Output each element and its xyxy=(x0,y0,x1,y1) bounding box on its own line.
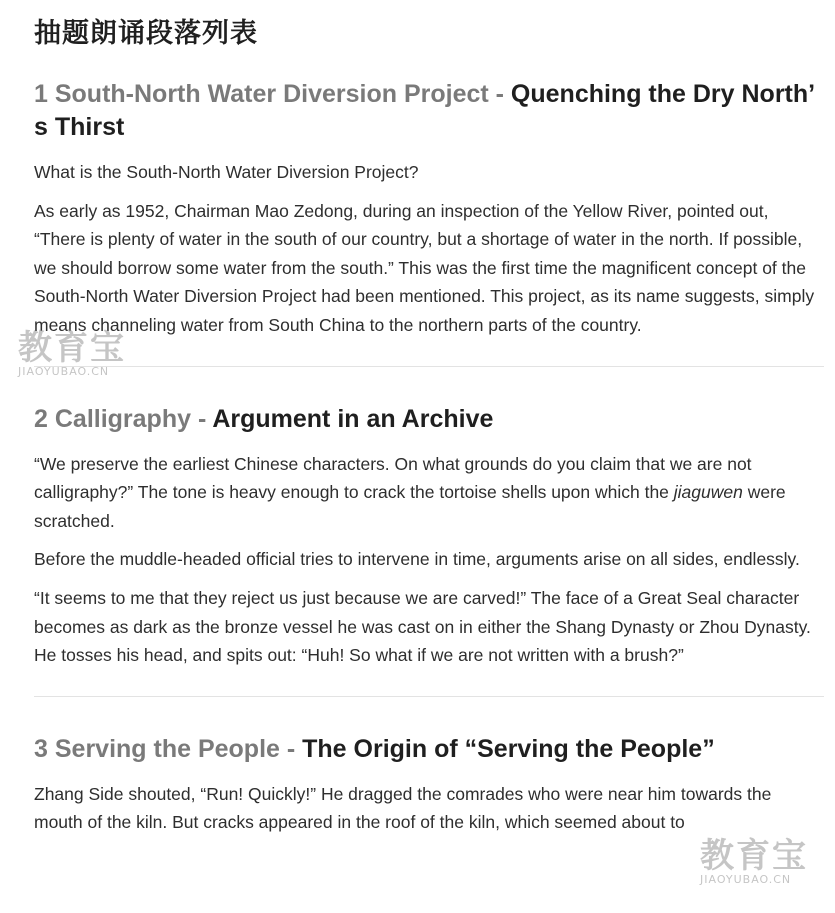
section-subtitle: Quenching the Dry North’ s Thirst xyxy=(34,80,814,141)
section-paragraph: What is the South-North Water Diversion Project? xyxy=(34,162,419,182)
section-heading-2 xyxy=(34,403,824,436)
passage-section-1 xyxy=(34,78,824,367)
section-number: 3 xyxy=(34,734,48,763)
section-heading-1 xyxy=(34,78,824,144)
passage-section-2 xyxy=(34,403,824,697)
watermark-brand: 教育宝 xyxy=(18,328,126,368)
section-subtitle: Argument in an Archive xyxy=(212,404,494,433)
section-topic: South-North Water Diversion Project xyxy=(54,80,489,108)
section-topic: Calligraphy xyxy=(54,404,192,433)
page-title: 抽题朗诵段落列表 xyxy=(34,18,258,48)
section-heading-3 xyxy=(34,733,824,766)
watermark-domain: JIAOYUBAO.CN xyxy=(700,873,792,886)
section-paragraph xyxy=(34,450,824,536)
section-paragraph: As early as 1952, Chairman Mao Zedong, during an inspection of the Yellow River, pointed out, “There is plenty of water in the south of our country, but a shortage of water in the north. If possible, we should borrow some water from the south.” This was the first time the magnificent concept of the South-North Water Diversion Project had been mentioned. This project, as its name suggests, simply means channeling water from South China to the northern parts of the country. xyxy=(34,200,815,335)
section-number: 2 xyxy=(34,404,48,433)
section-number: 1 xyxy=(34,80,48,108)
watermark-brand: 教育宝 xyxy=(700,836,808,876)
section-paragraph: Zhang Side shouted, “Run! Quickly!” He dragged the comrades who were near him towards the mouth of the kiln. But cracks appeared in the roof of the kiln, which seemed about to xyxy=(34,783,772,833)
section-separator: - xyxy=(191,404,213,433)
paragraph-text: “We preserve the earliest Chinese characters. On what grounds do you claim that we are not calligraphy?” The tone is heavy enough to crack the tortoise shells upon which the xyxy=(34,453,752,503)
paragraph-text: were scratched. xyxy=(34,482,786,531)
section-subtitle: The Origin of “Serving the People” xyxy=(302,734,715,763)
section-paragraph: Before the muddle-headed official tries to intervene in time, arguments arise on all sides, endlessly. xyxy=(34,549,800,570)
italic-term: jiaguwen xyxy=(673,482,743,503)
watermark-domain: JIAOYUBAO.CN xyxy=(18,365,110,378)
section-separator: - xyxy=(488,80,511,108)
passage-section-3 xyxy=(34,733,824,863)
section-separator: - xyxy=(279,734,303,763)
section-paragraph: “It seems to me that they reject us just because we are carved!” The face of a Great Seal character becomes as dark as the bronze vessel he was cast on in either the Shang Dynasty or Zhou Dynasty. He tosses his head, and spits out: “Huh! So what if we are not written with a brush?” xyxy=(34,587,811,666)
section-topic: Serving the People xyxy=(54,734,280,763)
document-page xyxy=(34,14,824,899)
